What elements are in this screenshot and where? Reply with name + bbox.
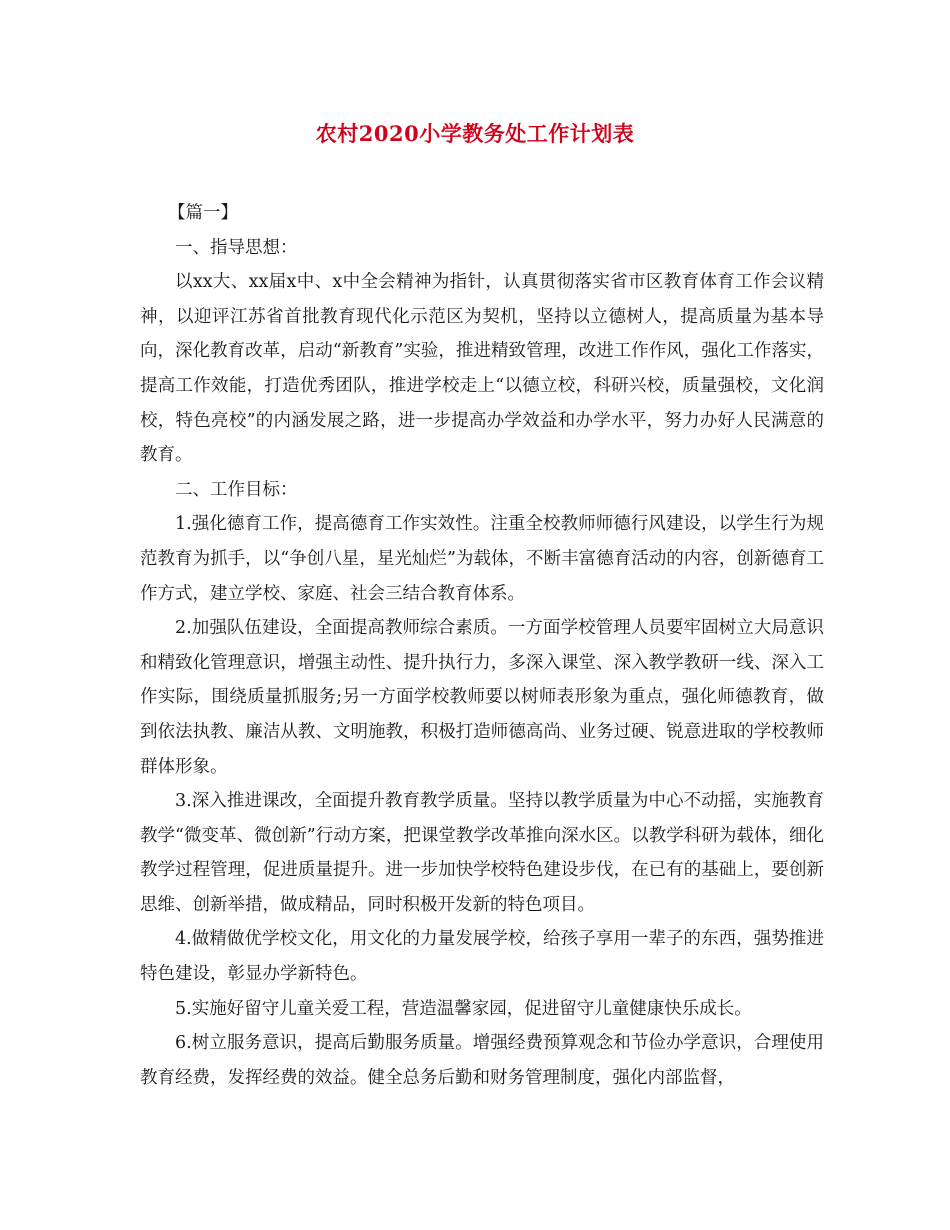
section-tag: 【篇一】: [168, 203, 238, 223]
paragraph-goal-2: 2.加强队伍建设，全面提高教师综合素质。一方面学校管理人员要牢固树立大局意识和精致化管理意识，增强主动性、提升执行力，多深入课堂、深入教学教研一线、深入工作实际，围绕质量抓服务;另一方面学校教师要以树师表形象为重点，强化师德教育，做到依法执教、廉洁从教、文明施教，积极打造师德高尚、业务过硬、锐意进取的学校教师群体形象。: [140, 618, 824, 777]
paragraph-goal-4: 4.做精做优学校文化，用文化的力量发展学校，给孩子享用一辈子的东西，强势推进特色建设，彰显办学新特色。: [140, 929, 824, 985]
paragraph-goal-5: 5.实施好留守儿童关爱工程，营造温馨家园，促进留守儿童健康快乐成长。: [175, 998, 752, 1019]
paragraph-goal-3: 3.深入推进课改，全面提升教育教学质量。坚持以教学质量为中心不动摇，实施教育教学“微变革、微创新”行动方案，把课堂教学改革推向深水区。以教学科研为载体，细化教学过程管理，促进质量提升。进一步加快学校特色建设步伐，在已有的基础上，要创新思维、创新举措，做成精品，同时积极开发新的特色项目。: [140, 791, 824, 915]
heading-work-goals: 二、工作目标：: [175, 479, 298, 500]
paragraph-guiding-ideology: 以xx大、xx届x中、x中全会精神为指针，认真贯彻落实省市区教育体育工作会议精神，以迎评江苏省首批教育现代化示范区为契机，坚持以立德树人，提高质量为基本导向，深化教育改革，启动“新教育”实验，推进精致管理，改进工作作风，强化工作落实，提高工作效能，打造优秀团队，推进学校走上“以德立校，科研兴校，质量强校，文化润校，特色亮校”的内涵发展之路，进一步提高办学效益和办学水平，努力办好人民满意的教育。: [140, 272, 824, 466]
document-title: 农村2020小学教务处工作计划表: [315, 121, 635, 146]
paragraph-goal-6: 6.树立服务意识，提高后勤服务质量。增强经费预算观念和节俭办学意识，合理使用教育经费，发挥经费的效益。健全总务后勤和财务管理制度，强化内部监督，: [140, 1033, 824, 1088]
document-body: [140, 196, 824, 1095]
heading-guiding-ideology: 一、指导思想：: [175, 237, 298, 258]
paragraph-goal-1: 1.强化德育工作，提高德育工作实效性。注重全校教师师德行风建设，以学生行为规范教育为抓手，以“争创八星，星光灿烂”为载体，不断丰富德育活动的内容，创新德育工作方式，建立学校、家庭、社会三结合教育体系。: [140, 514, 824, 604]
